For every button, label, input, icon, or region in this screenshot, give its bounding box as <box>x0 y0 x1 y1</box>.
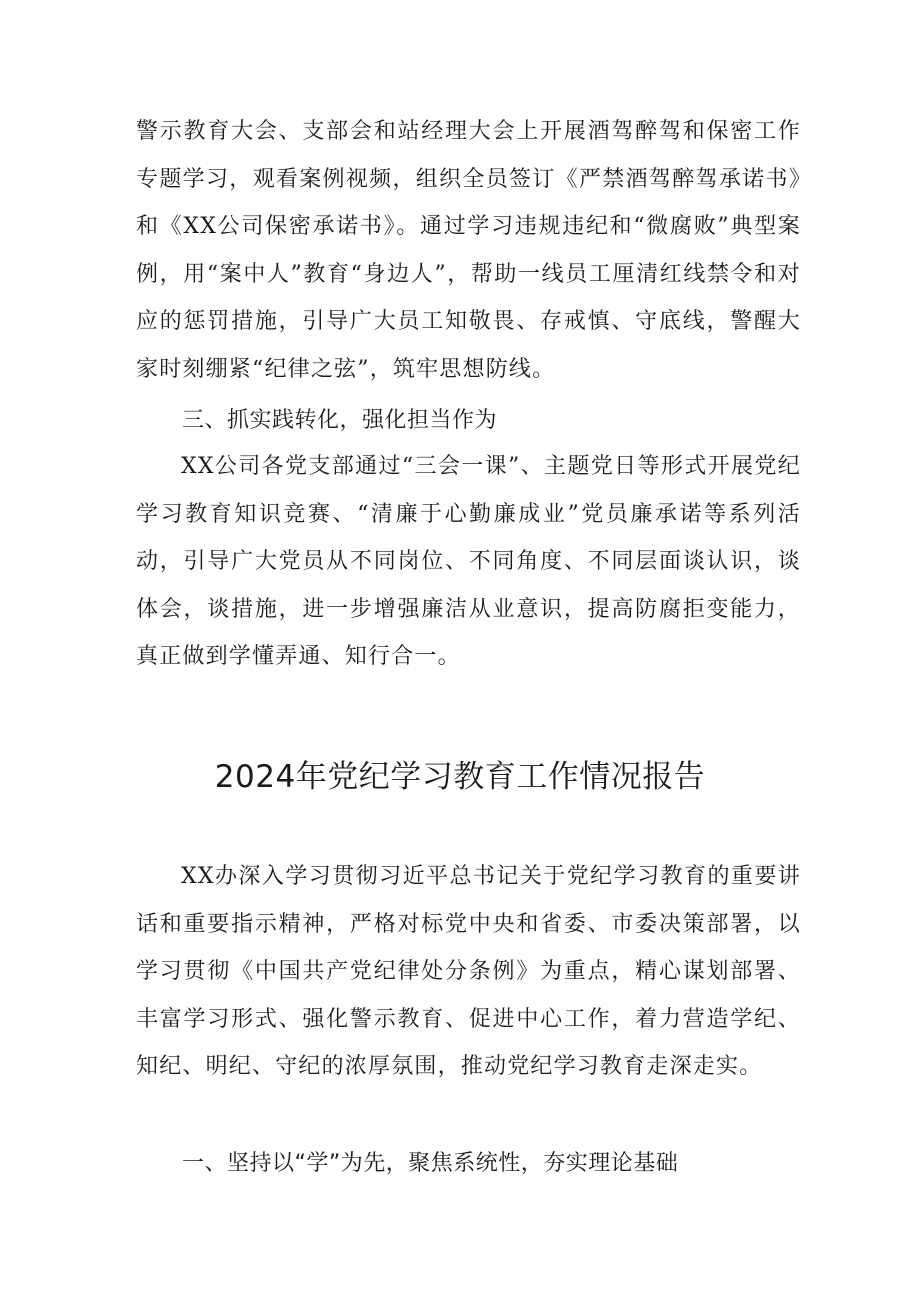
report-title: 2024年党纪学习教育工作情况报告 <box>214 759 706 795</box>
section-3-paragraph: XX公司各党支部通过“三会一课”、主题党日等形式开展党纪学习教育知识竞赛、“清廉于心勤廉成业”党员廉承诺等系列活动，引导广大党员从不同岗位、不同角度、不同层面谈认识，谈体会，谈措施，进一步增强廉洁从业意识，提高防腐拒变能力，真正做到学懂弄通、知行合一。 <box>136 454 801 669</box>
section-heading-3: 三、抓实践转化，强化担当作为 <box>182 408 498 433</box>
report-heading-1: 一、坚持以“学”为先，聚焦系统性，夯实理论基础 <box>182 1151 679 1176</box>
report-intro-paragraph: XX办深入学习贯彻习近平总书记关于党纪学习教育的重要讲话和重要指示精神，严格对标党中央和省委、市委决策部署，以学习贯彻《中国共产党纪律处分条例》为重点，精心谋划部署、丰富学习形式、强化警示教育、促进中心工作，着力营造学纪、知纪、明纪、守纪的浓厚氛围，推动党纪学习教育走深走实。 <box>136 864 801 1079</box>
continued-paragraph: 警示教育大会、支部会和站经理大会上开展酒驾醉驾和保密工作专题学习，观看案例视频，组织全员签订《严禁酒驾醉驾承诺书》和《XX公司保密承诺书》。通过学习违规违纪和“微腐败”典型案例，用“案中人”教育“身边人”，帮助一线员工厘清红线禁令和对应的惩罚措施，引导广大员工知敬畏、存戒慎、守底线，警醒大家时刻绷紧“纪律之弦”，筑牢思想防线。 <box>136 119 801 382</box>
